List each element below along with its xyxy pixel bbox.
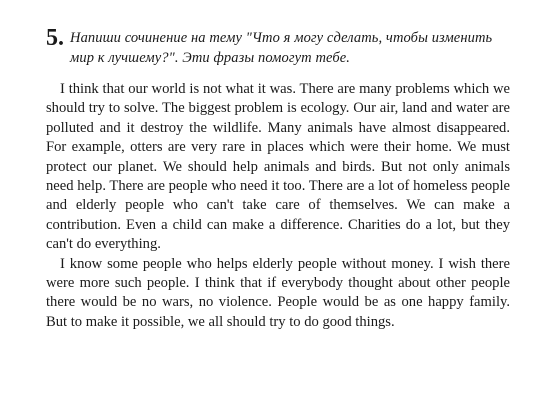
task-number: 5.: [46, 25, 64, 51]
essay-paragraph: I think that our world is not what it was. There are many problems which we should try to solve. The biggest problem is ecology. Our air, land and water are polluted and it destroy the wildlife. Many animals have almost disappeared. For example, otters are very rare in places which were their home. We must protect our planet. We should help animals and birds. But not only animals need help. There are people who need it too. There are a lot of homeless people and elderly people who can't take care of themselves. We can make a contribution. Even a child can make a difference. Charities do a lot, but they can't do everything.: [46, 81, 510, 253]
task-header: [46, 25, 510, 68]
essay-text: [46, 80, 510, 332]
task-prompt: Напиши сочинение на тему "Что я могу сделать, чтобы изменить мир к лучшему?". Эти фразы помогут тебе.: [70, 30, 493, 66]
essay-paragraph: I know some people who helps elderly people without money. I wish there were more such people. I think that if everybody thought about other people there would be no wars, no violence. People would be as one happy family. But to make it possible, we all should try to do good things.: [46, 255, 510, 330]
